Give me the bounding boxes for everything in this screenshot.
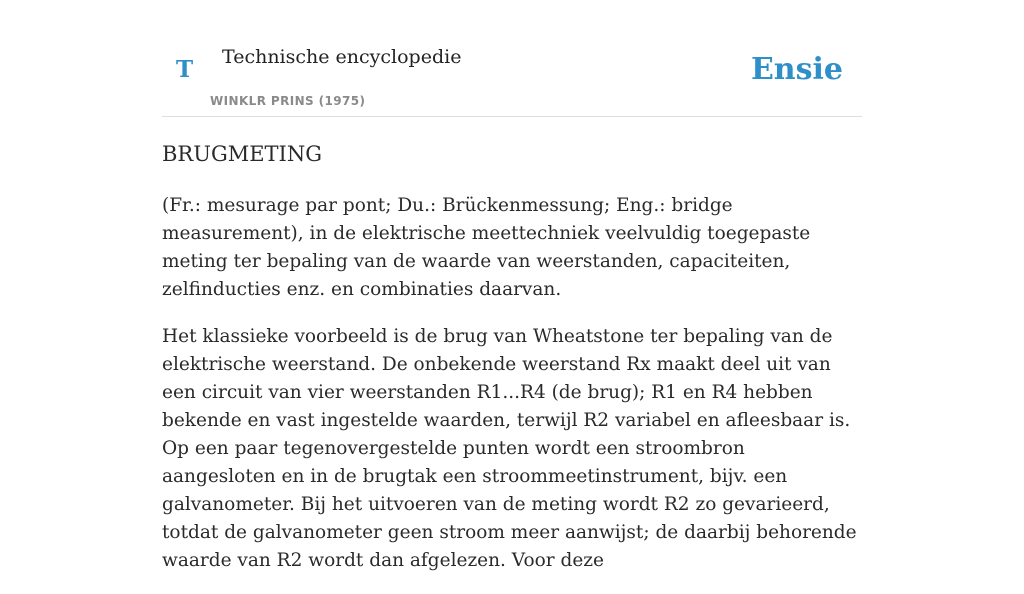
entry-paragraph: Het klassieke voorbeeld is de brug van Wheatstone ter bepaling van de elektrische weerstand. De onbekende weerstand Rx maakt deel uit van een circuit van vier weerstanden R1...R4 (de brug); R1 en R4 hebben bekende en vast ingestelde waarden, terwijl R2 variabel en afleesbaar is. Op een paar tegenovergestelde punten wordt een stroombron aangesloten en in de brugtak een stroommeetinstrument, bijv. een galvanometer. Bij het uitvoeren van de meting wordt R2 zo gevarieerd, totdat de galvanometer geen stroom meer aanwijst; de daarbij behorende waarde van R2 wordt dan afgelezen. Voor deze [162,326,857,571]
entry-body [162,192,862,594]
entry-paragraph: (Fr.: mesurage par pont; Du.: Brückenmessung; Eng.: bridge measurement), in de elektrische meettechniek veelvuldig toegepaste meting ter bepaling van de waarde van weerstanden, capaciteiten, zelfinducties enz. en combinaties daarvan. [162,195,811,300]
source-header [162,0,862,117]
entry-title: BRUGMETING [162,142,323,166]
source-logo-icon[interactable]: T [176,56,194,83]
source-subtitle: WINKLR PRINS (1975) [210,94,366,108]
source-title[interactable]: Technische encyclopedie [222,46,462,68]
brand-logo[interactable]: Ensie [750,52,843,87]
